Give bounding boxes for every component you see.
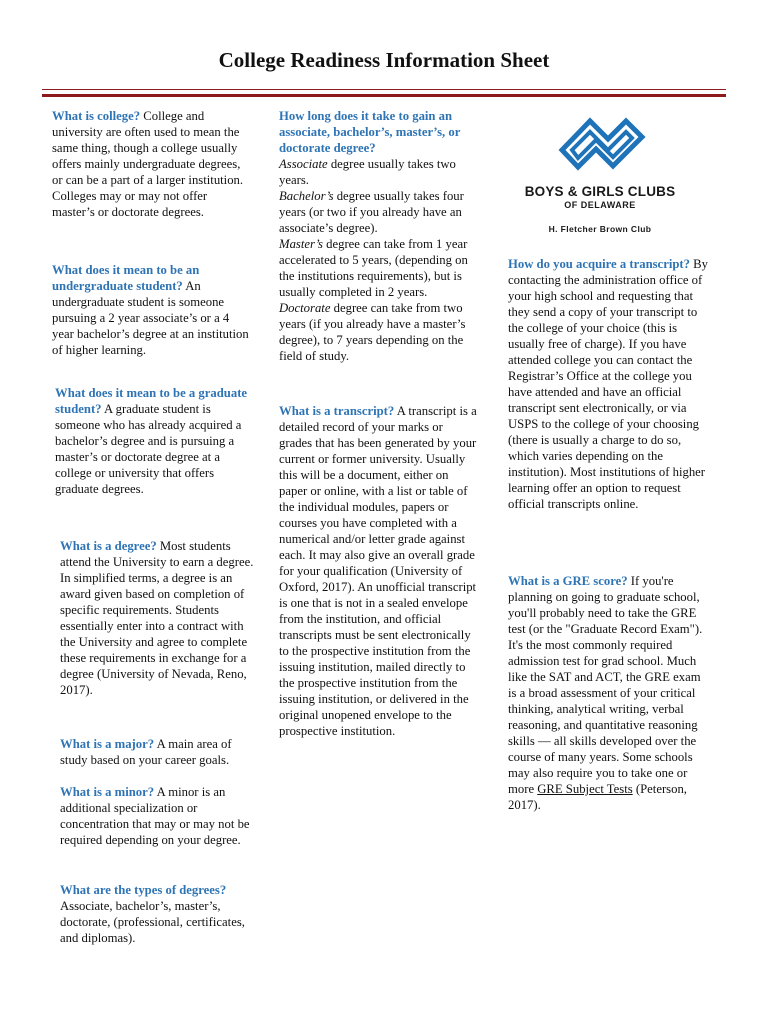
question-heading: What is a GRE score? xyxy=(508,574,628,588)
logo-subtitle: OF DELAWARE xyxy=(564,200,636,210)
answer-text: By contacting the administration office of your high school and requesting that they send a copy of your transcript to the college of your choice (this is usually free of charge). If you have attended college you can contact the Registrar’s Office at the college you have attended and have an official transcript sent electronically, or via USPS to the college of your choosing (there is usually a charge to do so, which varies depending on the institution). Most institutions of higher learning offer an option to request official transcripts online. xyxy=(508,257,708,511)
question-heading: What is a transcript? xyxy=(279,404,395,418)
title-rule-thick xyxy=(42,94,726,97)
section-how-long xyxy=(279,108,477,364)
question-heading: What are the types of degrees? xyxy=(60,883,227,897)
question-heading: What is a major? xyxy=(60,737,155,751)
section-gre xyxy=(508,573,708,813)
bachelor-text: degree usually takes four years (or two if you already have an associate’s degree). xyxy=(279,189,464,235)
section-degree-types xyxy=(60,882,256,946)
bachelor-duration xyxy=(279,188,477,236)
master-duration xyxy=(279,236,477,300)
club-name: H. Fletcher Brown Club xyxy=(548,224,652,234)
section-minor xyxy=(60,784,256,848)
logo xyxy=(500,112,700,234)
section-transcript xyxy=(279,403,477,739)
answer-text: If you're planning on going to graduate school, you'll probably need to take the GRE test (or the "Graduate Record Exam"). It's the most commonly required admission test for grad school. Much like the SAT and ACT, the GRE exam is a broad assessment of your critical thinking, analytical writing, verbal reasoning, and quantitative reasoning skills — all skills developed over the course of many years. Some schools may also require you to take one or more xyxy=(508,574,703,796)
gre-subject-tests-link[interactable]: GRE Subject Tests xyxy=(537,782,633,796)
answer-text: A graduate student is someone who has already acquired a bachelor’s degree and is pursuing a master’s or doctorate degree at a college or university that offers graduate degrees. xyxy=(55,402,242,496)
question-heading: How long does it take to gain an associate, bachelor’s, master’s, or doctorate degree? xyxy=(279,109,461,155)
question-heading: How do you acquire a transcript? xyxy=(508,257,690,271)
question-heading: What is a minor? xyxy=(60,785,155,799)
section-degree xyxy=(60,538,256,698)
clubs-logo-icon xyxy=(550,112,650,178)
associate-text: degree usually takes two years. xyxy=(279,157,456,187)
section-what-is-college xyxy=(52,108,252,220)
section-acquire-transcript xyxy=(508,256,708,512)
question-heading: What is college? xyxy=(52,109,141,123)
bachelor-label: Bachelor’s xyxy=(279,189,334,203)
answer-text: Most students attend the University to earn a degree. In simplified terms, a degree is an award given based on completion of specific requirements. Students essentially enter into a contract with the University and agree to complete these requirements in exchange for a degree (University of Nevada, Reno, 2017). xyxy=(60,539,254,697)
associate-label: Associate xyxy=(279,157,328,171)
doctorate-duration xyxy=(279,300,477,364)
answer-text: A transcript is a detailed record of your marks or grades that has been generated by your current or former university. Usually this will be a document, either on paper or online, with a list or table of the individual modules, papers or courses you have completed with a numerical and/or letter grade against each. It may also give an overall grade for your qualification (University of Oxford, 2017). An unofficial transcript is one that is not in a sealed envelope from the institution, and official transcripts must be sent electronically to the prospective institution from the issuing institution, mailed directly to the prospective institution from the issuing institution, or delivered in the original unopened envelope to the prospective institution. xyxy=(279,404,477,738)
question-heading: What does it mean to be a graduate student? xyxy=(55,386,248,416)
answer-text: College and university are often used to mean the same thing, though a college usually offers mainly undergraduate degrees, or can be a part of a larger institution. Colleges may or may not offer master’s or doctorate degrees. xyxy=(52,109,244,219)
master-label: Master’s xyxy=(279,237,323,251)
associate-duration xyxy=(279,156,477,188)
logo-name: BOYS & GIRLS CLUBS xyxy=(524,184,676,199)
question-heading: What is a degree? xyxy=(60,539,157,553)
answer-text: An undergraduate student is someone pursuing a 2 year associate’s or a 4 year bachelor’s degree at an institution of higher learning. xyxy=(52,279,249,357)
section-undergraduate xyxy=(52,262,252,358)
answer-text: Associate, bachelor’s, master’s, doctorate, (professional, certificates, and diplomas). xyxy=(60,899,245,945)
page-title: College Readiness Information Sheet xyxy=(218,48,550,72)
doctorate-label: Doctorate xyxy=(279,301,331,315)
answer-text: A minor is an additional specialization or concentration that may or may not be required depending on your degree. xyxy=(60,785,250,847)
section-graduate xyxy=(55,385,255,497)
citation-text: (Peterson, 2017). xyxy=(508,782,687,812)
title-rule-thin xyxy=(42,89,726,90)
answer-text: A main area of study based on your career goals. xyxy=(60,737,232,767)
master-text: degree can take from 1 year accelerated to 5 years, (depending on the institutions requirements), but is usually completed in 2 years. xyxy=(279,237,468,299)
question-heading: What does it mean to be an undergraduate student? xyxy=(52,263,200,293)
section-major xyxy=(60,736,256,768)
doctorate-text: degree can take from two years (if you already have a master’s degree), to 7 years depending on the field of study. xyxy=(279,301,466,363)
